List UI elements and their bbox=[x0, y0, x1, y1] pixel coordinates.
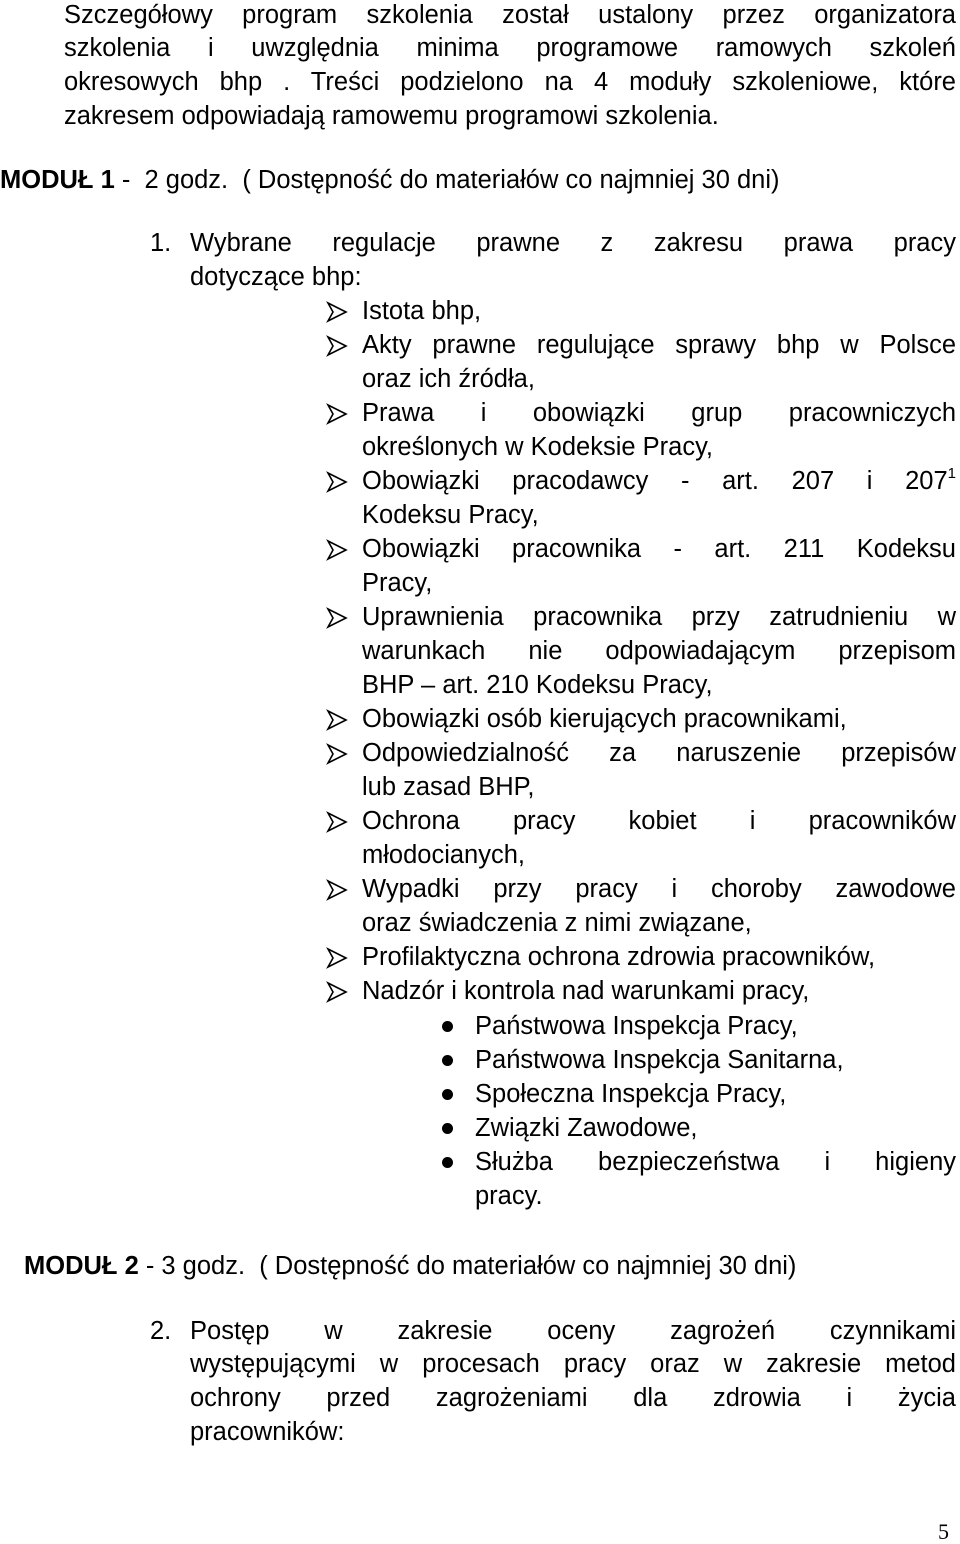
item-2-line-2: występującymi w procesach pracy oraz w zakresie metod bbox=[190, 1350, 956, 1378]
item-2-line-4: pracowników: bbox=[190, 1418, 345, 1446]
arrowhead-bullet-icon bbox=[326, 539, 348, 561]
page-number: 5 bbox=[938, 1519, 949, 1544]
round-bullet-icon bbox=[442, 1089, 453, 1100]
arrow-list-item-text: Ochrona pracy kobiet i pracowników bbox=[362, 807, 956, 835]
arrowhead-bullet-icon bbox=[326, 403, 348, 425]
arrow-list-item-text: Obowiązki pracownika - art. 211 Kodeksu bbox=[362, 535, 956, 563]
module-2-availability: ( Dostępność do materiałów co najmniej 30 dni) bbox=[245, 1252, 797, 1280]
arrow-list-item-text: określonych w Kodeksie Pracy, bbox=[362, 433, 714, 461]
round-bullet-icon bbox=[442, 1055, 453, 1066]
round-bullet-icon bbox=[442, 1021, 453, 1032]
intro-line-2: szkolenia i uwzględnia minima programowe ramowych szkoleń bbox=[64, 34, 956, 62]
module-1-heading bbox=[0, 163, 780, 197]
bullet-list-item-text: Służba bezpieczeństwa i higieny bbox=[475, 1148, 956, 1176]
arrow-list-item-text: Profilaktyczna ochrona zdrowia pracowników, bbox=[362, 943, 876, 971]
bullet-list-item-text: Państwowa Inspekcja Sanitarna, bbox=[475, 1046, 844, 1074]
arrow-list-item-text: Prawa i obowiązki grup pracowniczych bbox=[362, 399, 956, 427]
arrow-list-item-text: Obowiązki osób kierujących pracownikami, bbox=[362, 705, 847, 733]
arrowhead-bullet-icon bbox=[326, 709, 348, 731]
arrowhead-bullet-icon bbox=[326, 607, 348, 629]
module-1-hours: - 2 godz. bbox=[114, 166, 229, 194]
module-2-label: MODUŁ 2 bbox=[24, 1252, 139, 1280]
module-2-heading bbox=[24, 1249, 796, 1283]
arrow-list-item-text: Obowiązki pracodawcy - art. 207 i $207^1$ bbox=[362, 465, 956, 495]
arrowhead-bullet-icon bbox=[326, 981, 348, 1003]
footnote-superscript: 1 bbox=[947, 465, 956, 482]
module-2-hours: - 3 godz. bbox=[138, 1252, 246, 1280]
bullet-list-item-text: Społeczna Inspekcja Pracy, bbox=[475, 1080, 787, 1108]
bullet-list-item-text: Związki Zawodowe, bbox=[475, 1114, 698, 1142]
intro-line-1: Szczegółowy program szkolenia został ustalony przez organizatora bbox=[64, 1, 956, 29]
intro-line-3: okresowych bhp . Treści podzielono na 4 moduły szkoleniowe, które bbox=[64, 68, 956, 96]
arrow-list-item-text: Odpowiedzialność za naruszenie przepisów bbox=[362, 739, 956, 767]
arrow-list-item-text: oraz świadczenia z nimi związane, bbox=[362, 909, 752, 937]
round-bullet-icon bbox=[442, 1123, 453, 1134]
arrow-list-item-text: Nadzór i kontrola nad warunkami pracy, bbox=[362, 977, 810, 1005]
bullet-list-item-text: pracy. bbox=[475, 1182, 543, 1210]
arrow-list-item-text: oraz ich źródła, bbox=[362, 365, 535, 393]
arrow-list-item-text: Istota bhp, bbox=[362, 297, 482, 325]
item-1-line-1: Wybrane regulacje prawne z zakresu prawa pracy bbox=[190, 229, 956, 257]
intro-line-4: zakresem odpowiadają ramowemu programowi szkolenia. bbox=[64, 102, 719, 130]
arrow-list-item-text: Uprawnienia pracownika przy zatrudnieniu w bbox=[362, 603, 956, 631]
arrowhead-bullet-icon bbox=[326, 301, 348, 323]
arrow-list-item-text: Wypadki przy pracy i choroby zawodowe bbox=[362, 875, 956, 903]
module-1-availability: ( Dostępność do materiałów co najmniej 30 dni) bbox=[228, 166, 780, 194]
arrow-list-item-text: warunkach nie odpowiadającym przepisom bbox=[362, 637, 956, 665]
item-1-line-2: dotyczące bhp: bbox=[190, 263, 362, 291]
arrowhead-bullet-icon bbox=[326, 947, 348, 969]
item-1-number: 1. bbox=[150, 229, 172, 257]
arrow-list-item-text: młodocianych, bbox=[362, 841, 525, 869]
bullet-list-item-text: Państwowa Inspekcja Pracy, bbox=[475, 1012, 798, 1040]
arrow-list-item-text: Kodeksu Pracy, bbox=[362, 501, 539, 529]
module-1-label: MODUŁ 1 bbox=[0, 166, 115, 194]
item-2-line-1: Postęp w zakresie oceny zagrożeń czynnikami bbox=[190, 1317, 956, 1345]
item-2-number: 2. bbox=[150, 1317, 172, 1345]
arrow-list-item-text: Pracy, bbox=[362, 569, 433, 597]
arrowhead-bullet-icon bbox=[326, 811, 348, 833]
arrow-list-item-text: BHP – art. 210 Kodeksu Pracy, bbox=[362, 671, 713, 699]
round-bullet-icon bbox=[442, 1157, 453, 1168]
arrowhead-bullet-icon bbox=[326, 471, 348, 493]
arrow-list-item-text: Akty prawne regulujące sprawy bhp w Polsce bbox=[362, 331, 956, 359]
arrowhead-bullet-icon bbox=[326, 879, 348, 901]
arrowhead-bullet-icon bbox=[326, 335, 348, 357]
arrow-list-item-text: lub zasad BHP, bbox=[362, 773, 535, 801]
arrowhead-bullet-icon bbox=[326, 743, 348, 765]
item-2-line-3: ochrony przed zagrożeniami dla zdrowia i życia bbox=[190, 1384, 956, 1412]
